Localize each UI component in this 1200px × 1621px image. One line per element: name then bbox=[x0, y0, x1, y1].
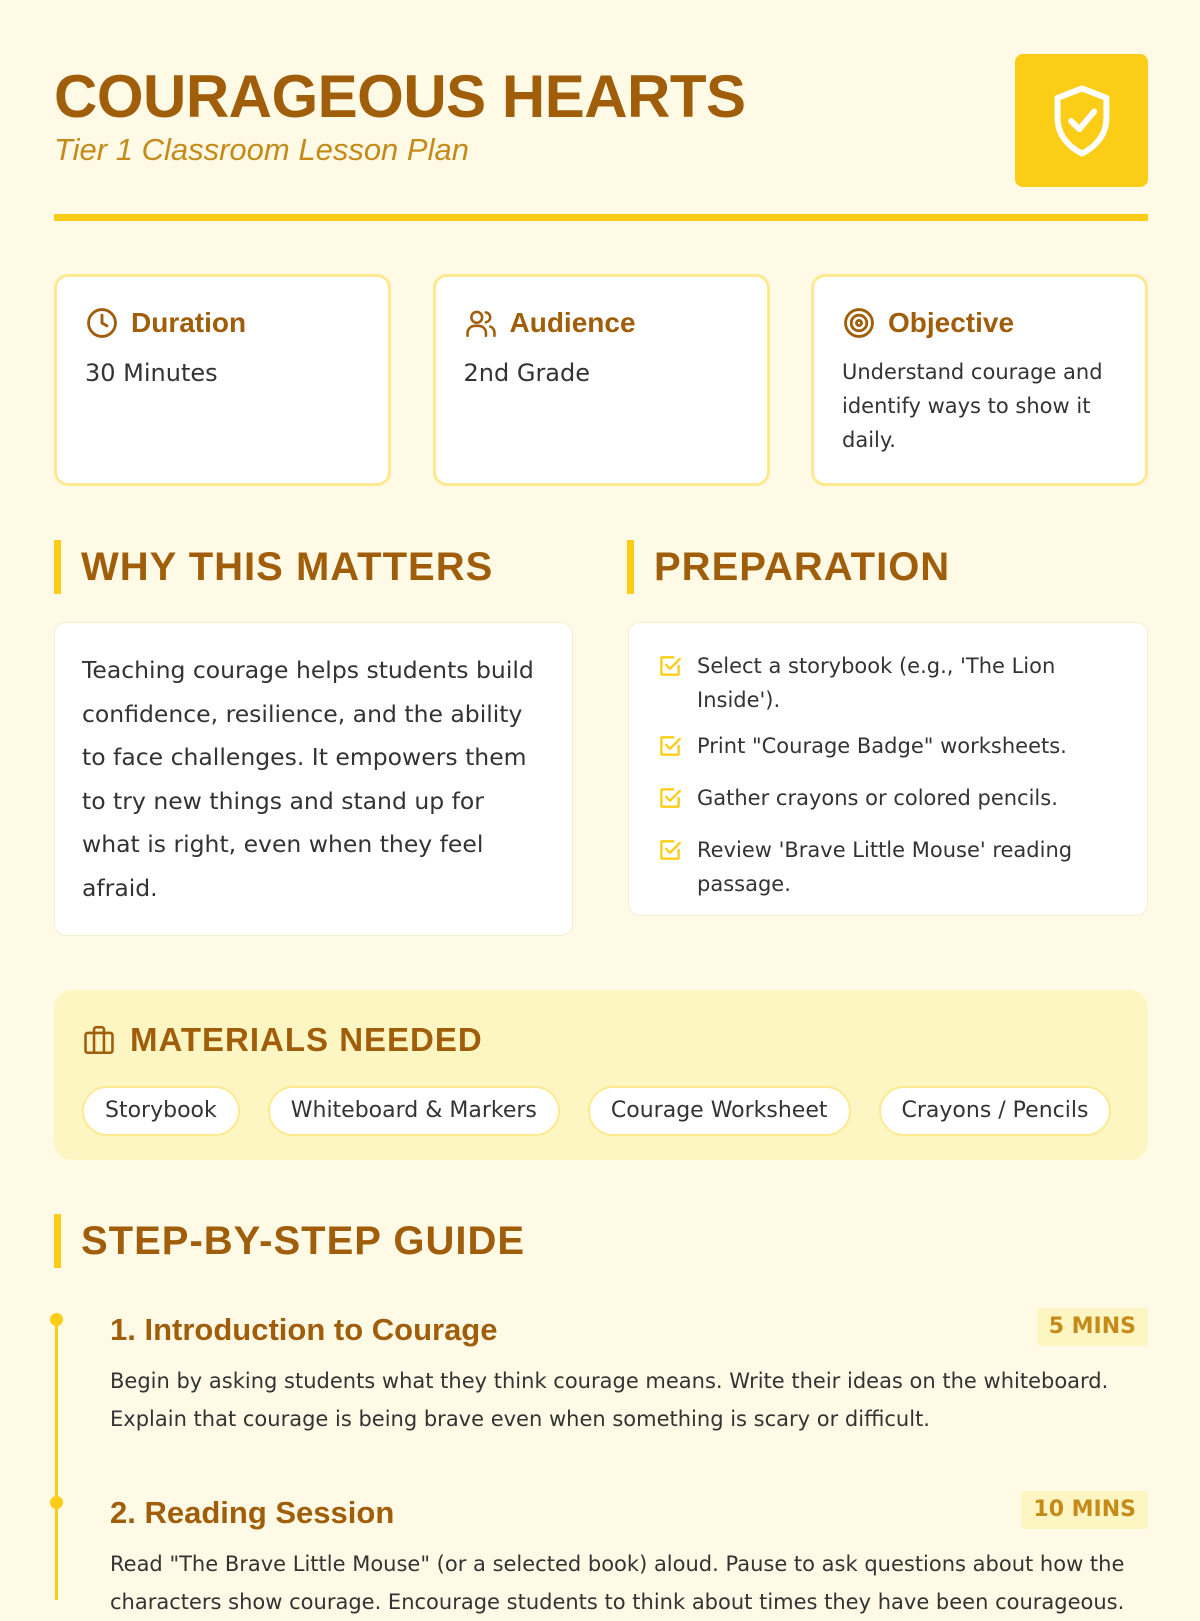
step-title: 1. Introduction to Courage bbox=[110, 1312, 498, 1347]
preparation-list bbox=[657, 649, 1119, 901]
list-item: Print "Courage Badge" worksheets. bbox=[657, 729, 1119, 769]
guide-heading: STEP-BY-STEP GUIDE bbox=[54, 1214, 525, 1268]
step-duration-badge: 10 MINS bbox=[1021, 1491, 1148, 1529]
step-title: 2. Reading Session bbox=[110, 1495, 395, 1530]
material-chip: Courage Worksheet bbox=[588, 1086, 851, 1136]
page-subtitle: Tier 1 Classroom Lesson Plan bbox=[54, 132, 469, 167]
target-icon bbox=[842, 306, 876, 340]
card-duration bbox=[54, 274, 391, 486]
why-heading: WHY THIS MATTERS bbox=[54, 540, 493, 594]
why-panel bbox=[54, 622, 573, 936]
timeline-dot bbox=[50, 1496, 63, 1509]
material-chip: Whiteboard & Markers bbox=[268, 1086, 560, 1136]
checkbox-checked-icon bbox=[657, 733, 683, 759]
step-description: Begin by asking students what they think courage means. Write their ideas on the whiteboard. Explain that courage is being brave even when something is scary or difficult. bbox=[110, 1369, 1109, 1431]
card-value: Understand courage and identify ways to show it daily. bbox=[842, 360, 1103, 452]
step-item bbox=[110, 1493, 1148, 1621]
material-chip: Storybook bbox=[82, 1086, 240, 1136]
info-cards bbox=[54, 274, 1148, 486]
header-divider bbox=[54, 214, 1148, 221]
checkbox-checked-icon bbox=[657, 653, 683, 679]
preparation-panel bbox=[628, 622, 1148, 916]
card-title: Duration bbox=[131, 307, 247, 338]
step-duration-badge: 5 MINS bbox=[1037, 1308, 1148, 1346]
page-title: COURAGEOUS HEARTS bbox=[54, 63, 746, 130]
card-title: Audience bbox=[509, 307, 636, 338]
card-title: Objective bbox=[888, 307, 1015, 338]
checkbox-checked-icon bbox=[657, 785, 683, 811]
users-icon bbox=[464, 306, 498, 340]
card-audience bbox=[433, 274, 770, 486]
materials-chips bbox=[82, 1086, 1120, 1136]
preparation-heading: PREPARATION bbox=[627, 540, 950, 594]
why-text: Teaching courage helps students build confidence, resilience, and the ability to face challenges. It empowers them to try new things and stand up for what is right, even when they feel afraid. bbox=[82, 656, 534, 902]
checkbox-checked-icon bbox=[657, 837, 683, 863]
timeline-line bbox=[55, 1318, 58, 1600]
timeline-dot bbox=[50, 1313, 63, 1326]
briefcase-icon bbox=[82, 1023, 116, 1057]
materials-heading: MATERIALS NEEDED bbox=[130, 1021, 483, 1058]
list-item: Review 'Brave Little Mouse' reading passage. bbox=[657, 833, 1119, 901]
material-chip: Crayons / Pencils bbox=[879, 1086, 1112, 1136]
step-item bbox=[110, 1310, 1148, 1438]
shield-check-icon bbox=[1049, 83, 1115, 159]
card-objective bbox=[811, 274, 1148, 486]
card-value: 30 Minutes bbox=[85, 359, 218, 387]
step-description: Read "The Brave Little Mouse" (or a selected book) aloud. Pause to ask questions about how the characters show courage. Encourage students to think about times they have been courageous. bbox=[110, 1552, 1125, 1614]
card-value: 2nd Grade bbox=[463, 359, 591, 387]
materials-section bbox=[54, 990, 1148, 1160]
list-item: Select a storybook (e.g., 'The Lion Inside'). bbox=[657, 649, 1119, 717]
logo-badge bbox=[1015, 54, 1148, 187]
list-item: Gather crayons or colored pencils. bbox=[657, 781, 1119, 821]
header bbox=[54, 62, 1148, 222]
clock-icon bbox=[85, 306, 119, 340]
